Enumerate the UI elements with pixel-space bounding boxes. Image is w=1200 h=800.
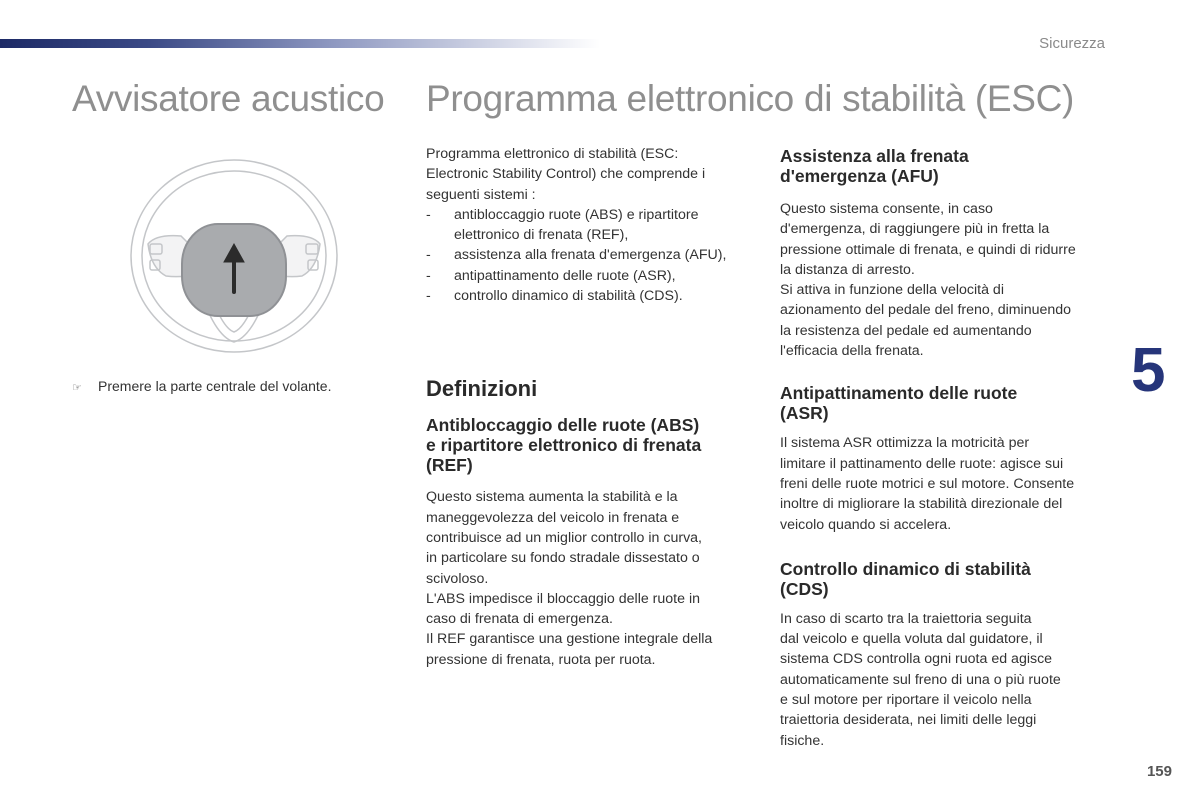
abs-body (426, 487, 756, 670)
asr-heading-line: Antipattinamento delle ruote (780, 383, 1018, 404)
cds-heading (780, 559, 1120, 599)
chapter-number: 5 (1131, 336, 1166, 405)
asr-body (780, 433, 1120, 534)
list-item (426, 245, 756, 265)
cds-line: e sul motore per riportare il veicolo nella (780, 692, 1032, 709)
cds-heading-line: Controllo dinamico di stabilità (780, 558, 1031, 579)
cds-line: sistema CDS controlla ogni ruota ed agisce (780, 651, 1053, 668)
afu-line: pressione ottimale di frenata, e quindi di ridurre (780, 241, 1076, 258)
abs-line: in particolare su fondo stradale dissestato o (426, 550, 700, 567)
dash-bullet: - (426, 206, 431, 223)
abs-heading (426, 415, 756, 475)
list-item (426, 266, 756, 286)
asr-line: freni delle ruote motrici e sul motore. Consente (780, 475, 1075, 492)
definitions-heading: Definizioni (426, 376, 538, 402)
horn-instruction-text: Premere la parte centrale del volante. (98, 378, 332, 394)
cds-line: dal veicolo e quella voluta dal guidatore, il (780, 631, 1043, 648)
list-item-text: assistenza alla frenata d'emergenza (AFU), (454, 247, 727, 264)
asr-line: limitare il pattinamento delle ruote: agisce sui (780, 455, 1064, 472)
asr-line: veicolo quando si accelera. (780, 516, 952, 533)
list-item-text: antipattinamento delle ruote (ASR), (454, 267, 676, 284)
page-number: 159 (1146, 763, 1172, 780)
cds-line: fisiche. (780, 732, 825, 749)
abs-line: scivoloso. (426, 570, 489, 587)
section-label: Sicurezza (1039, 35, 1105, 52)
cds-heading-line: (CDS) (780, 578, 829, 599)
cds-line: In caso di scarto tra la traiettoria seguita (780, 610, 1032, 627)
horn-instruction (72, 378, 331, 394)
dash-bullet: - (426, 247, 431, 264)
pointing-hand-icon: ☞ (72, 382, 82, 394)
steering-wheel-illustration (126, 156, 346, 356)
afu-line: l'efficacia della frenata. (780, 343, 924, 360)
abs-line: contribuisce ad un miglior controllo in curva, (426, 529, 702, 546)
horn-title: Avvisatore acustico (72, 78, 385, 119)
header-gradient-bar (0, 39, 600, 48)
list-item-text: elettronico di frenata (REF), (454, 227, 629, 244)
afu-line: d'emergenza, di raggiungere più in fretta la (780, 221, 1050, 238)
abs-line: maneggevolezza del veicolo in frenata e (426, 509, 680, 526)
afu-line: la distanza di arresto. (780, 261, 915, 278)
asr-line: Il sistema ASR ottimizza la motricità per (780, 435, 1030, 452)
asr-line: inoltre di migliorare la stabilità direzionale del (780, 496, 1063, 513)
cds-body (780, 609, 1120, 751)
intro-line: seguenti sistemi : (426, 186, 536, 203)
afu-line: Questo sistema consente, in caso (780, 201, 993, 217)
afu-body (780, 199, 1120, 361)
esc-title: Programma elettronico di stabilità (ESC) (426, 78, 1075, 119)
systems-list (426, 205, 756, 306)
afu-line: la resistenza del pedale ed aumentando (780, 322, 1032, 339)
afu-line: azionamento del pedale del freno, diminuendo (780, 302, 1072, 319)
abs-line: caso di frenata di emergenza. (426, 611, 613, 628)
esc-main-column (426, 144, 756, 670)
asr-heading-line: (ASR) (780, 403, 829, 424)
afu-heading-line: d'emergenza (AFU) (780, 166, 939, 186)
list-item (426, 286, 756, 306)
afu-heading (780, 146, 1120, 186)
afu-heading-line: Assistenza alla frenata (780, 146, 969, 166)
list-item-text: controllo dinamico di stabilità (CDS). (454, 288, 683, 305)
abs-line: L'ABS impedisce il bloccaggio delle ruote in (426, 590, 701, 607)
abs-line: Il REF garantisce una gestione integrale della (426, 631, 713, 648)
esc-right-column (780, 146, 1120, 751)
asr-heading (780, 383, 1120, 423)
abs-line: pressione di frenata, ruota per ruota. (426, 651, 656, 668)
abs-heading-line: (REF) (426, 455, 473, 476)
dash-bullet: - (426, 288, 431, 305)
intro-line: Electronic Stability Control) che comprende i (426, 166, 706, 183)
abs-line: Questo sistema aumenta la stabilità e la (426, 489, 678, 506)
abs-heading-line: Antibloccaggio delle ruote (ABS) (426, 415, 700, 436)
abs-heading-line: e ripartitore elettronico di frenata (426, 435, 702, 456)
cds-line: automaticamente sul freno di una o più ruote (780, 671, 1061, 688)
cds-line: traiettoria desiderata, nei limiti delle leggi (780, 712, 1037, 729)
list-item (426, 205, 756, 246)
list-item-text: antibloccaggio ruote (ABS) e ripartitore (454, 206, 699, 223)
afu-line: Si attiva in funzione della velocità di (780, 282, 1004, 299)
intro-line: Programma elettronico di stabilità (ESC: (426, 146, 679, 162)
dash-bullet: - (426, 267, 431, 284)
